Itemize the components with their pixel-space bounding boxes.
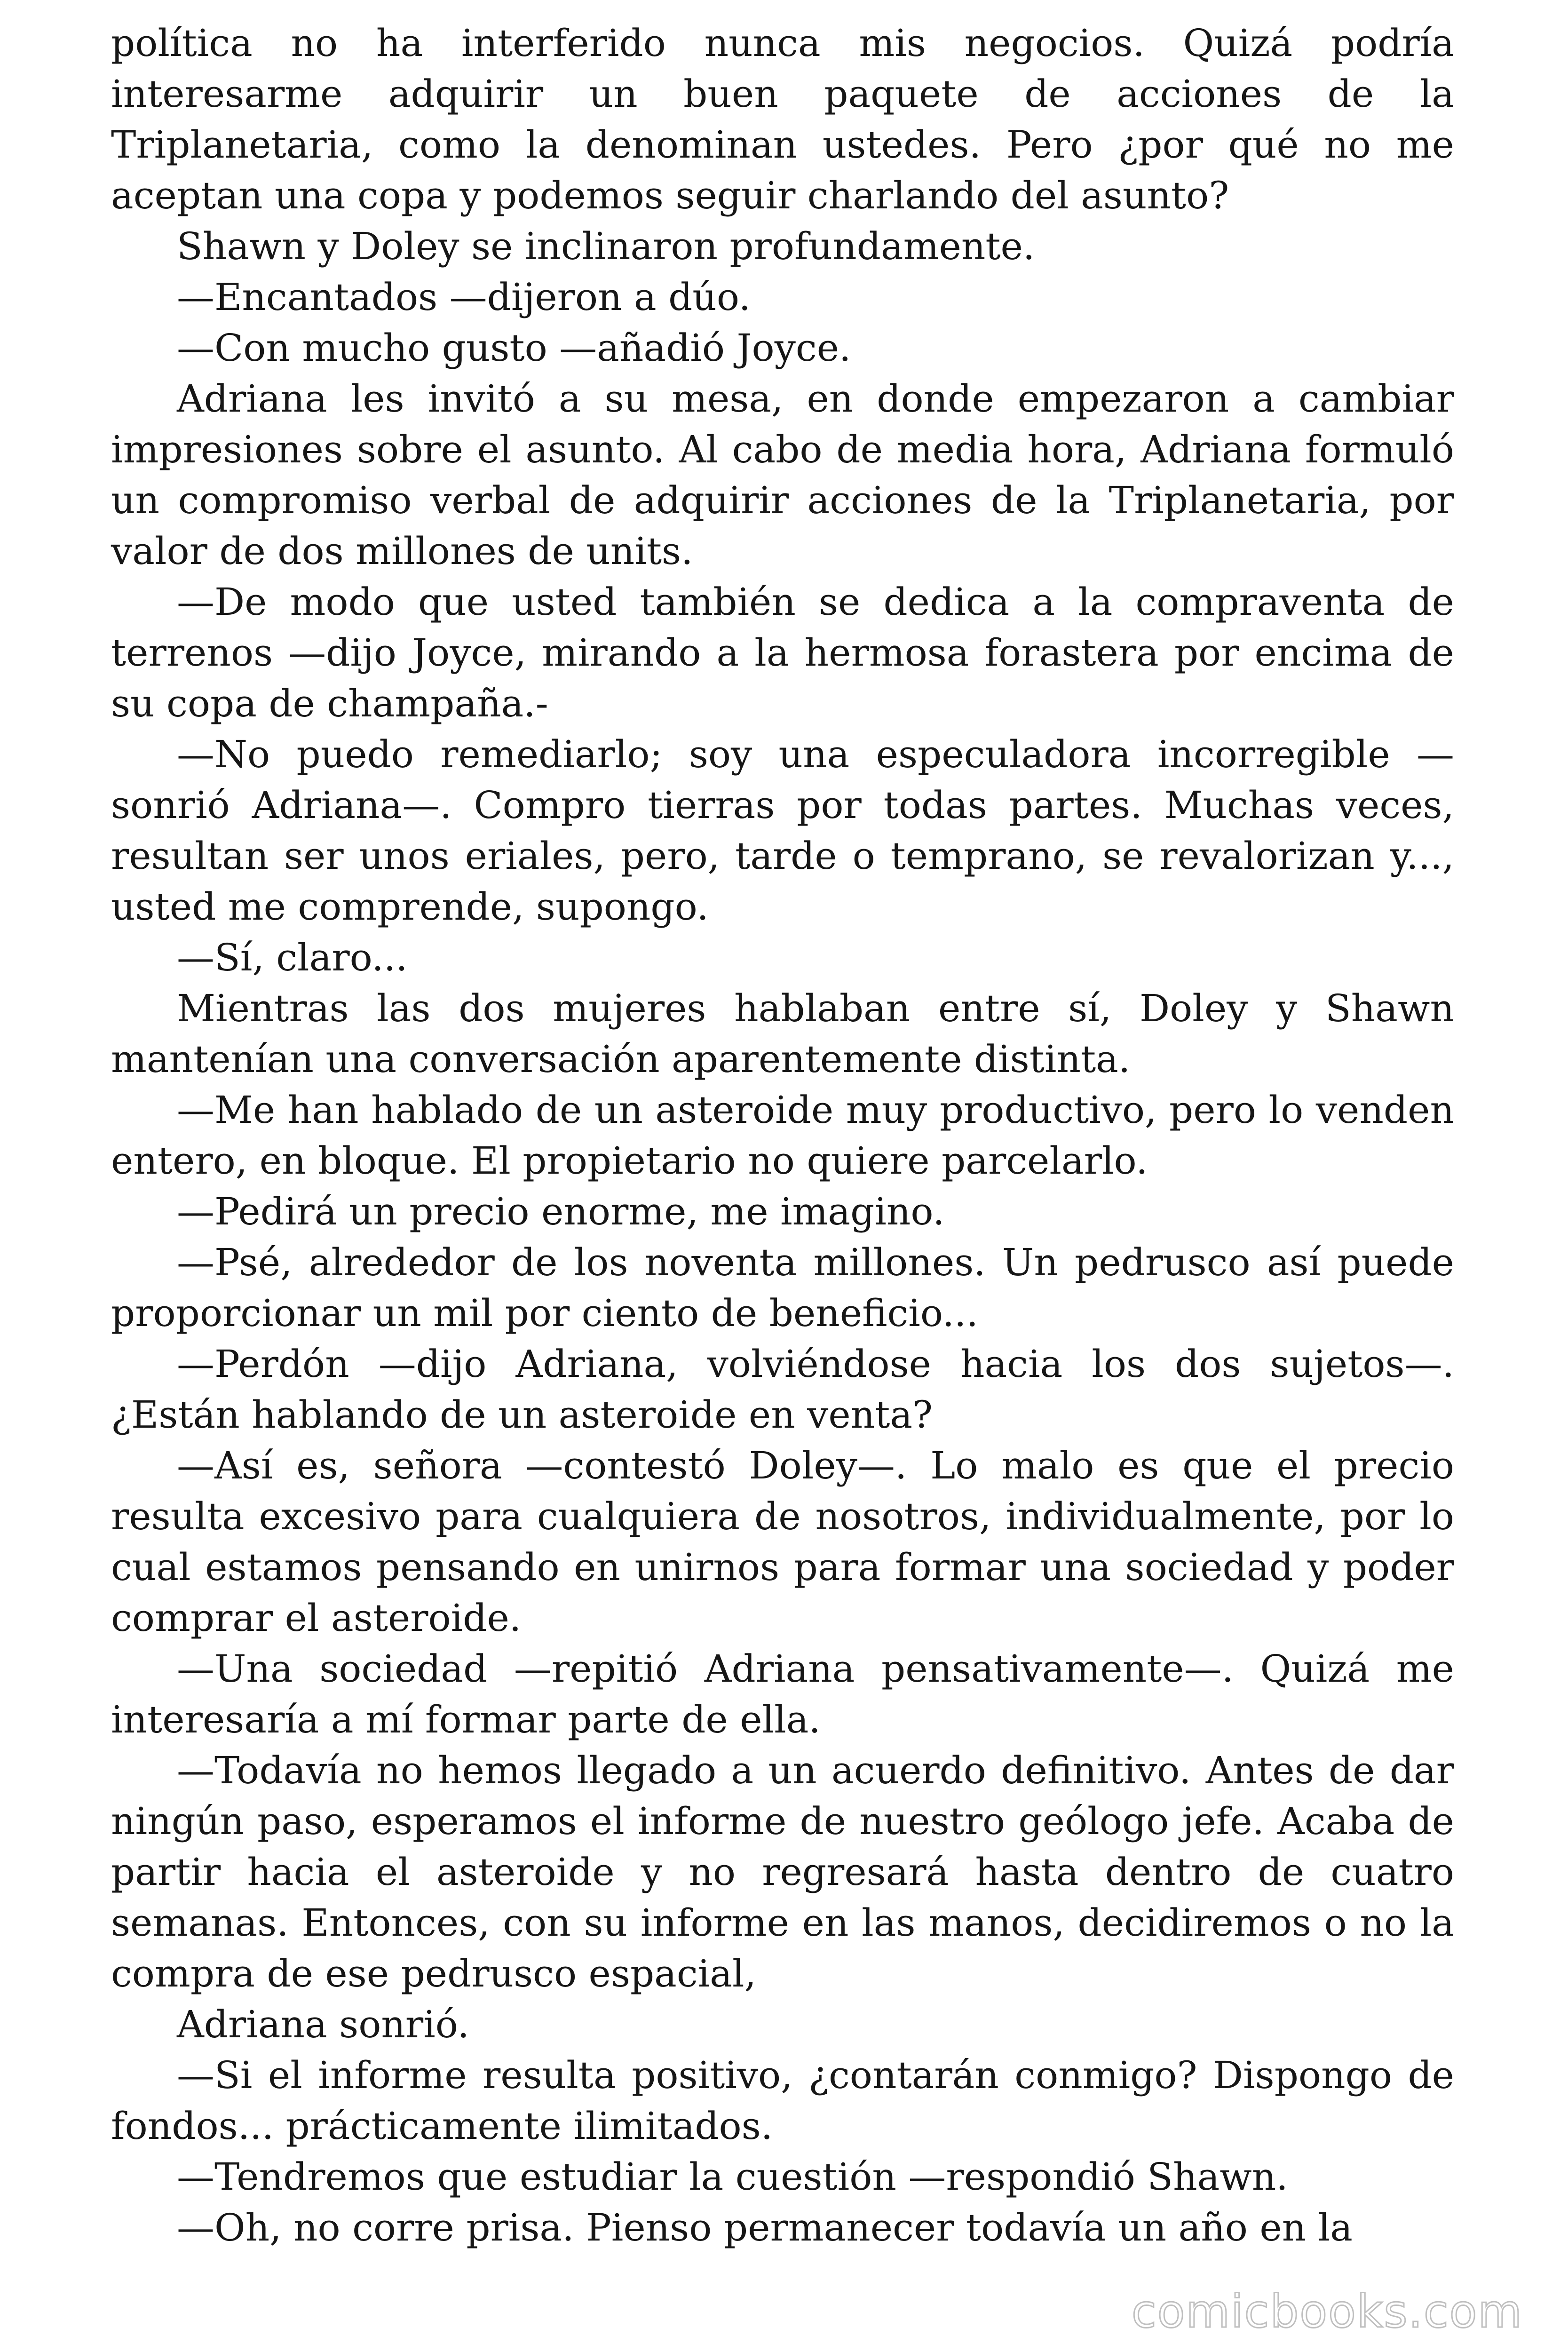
paragraph-p08: —Sí, claro... xyxy=(177,936,408,979)
paragraph-p10: —Me han hablado de un asteroide muy productivo, pero lo venden entero, en bloque. El propietario no quiere parcelarlo. xyxy=(111,1088,1454,1183)
paragraph-p18: —Si el informe resulta positivo, ¿contarán conmigo? Dispongo de fondos... prácticamente ilimitados. xyxy=(111,2053,1454,2148)
paragraph-p07: —No puedo remediarlo; soy una especuladora incorregible —sonrió Adriana—. Compro tierras por todas partes. Muchas veces, resultan ser unos eriales, pero, tarde o temprano, se revalorizan y..., usted me comprende, supongo. xyxy=(111,732,1454,929)
paragraph-p14: —Así es, señora —contestó Doley—. Lo malo es que el precio resulta excesivo para cualquiera de nosotros, individualmente, por lo cual estamos pensando en unirnos para formar una sociedad y poder comprar el asteroide. xyxy=(111,1444,1454,1640)
paragraph-p05: Adriana les invitó a su mesa, en donde empezaron a cambiar impresiones sobre el asunto. Al cabo de media hora, Adriana formuló un compromiso verbal de adquirir acciones de la Triplanetaria, por valor de dos millones de units. xyxy=(111,377,1454,573)
paragraph-p09: Mientras las dos mujeres hablaban entre sí, Doley y Shawn mantenían una conversación aparentemente distinta. xyxy=(111,986,1454,1081)
paragraph-p01: política no ha interferido nunca mis negocios. Quizá podría interesarme adquirir un buen paquete de acciones de la Triplanetaria, como la denominan ustedes. Pero ¿por qué no me aceptan una copa y podemos seguir charlando del asunto? xyxy=(111,21,1454,217)
paragraph-p20: —Oh, no corre prisa. Pienso permanecer todavía un año en la xyxy=(177,2206,1353,2249)
paragraph-p16: —Todavía no hemos llegado a un acuerdo definitivo. Antes de dar ningún paso, esperamos el informe de nuestro geólogo jefe. Acaba de partir hacia el asteroide y no regresará hasta dentro de cuatro semanas. Entonces, con su informe en las manos, decidiremos o no la compra de ese pedrusco espacial, xyxy=(111,1748,1454,1995)
paragraph-p02: Shawn y Doley se inclinaron profundamente. xyxy=(177,224,1035,268)
paragraph-p12: —Psé, alrededor de los noventa millones. Un pedrusco así puede proporcionar un mil por ciento de beneficio... xyxy=(111,1240,1454,1335)
body-text xyxy=(111,18,1454,2253)
paragraph-p13: —Perdón —dijo Adriana, volviéndose hacia los dos sujetos—. ¿Están hablando de un asteroide en venta? xyxy=(111,1342,1454,1437)
paragraph-p11: —Pedirá un precio enorme, me imagino. xyxy=(177,1190,945,1233)
paragraph-p06: —De modo que usted también se dedica a la compraventa de terrenos —dijo Joyce, mirando a la hermosa forastera por encima de su copa de champaña.- xyxy=(111,580,1454,725)
watermark-text: comicbooks.com xyxy=(1131,2285,1523,2338)
paragraph-p03: —Encantados —dijeron a dúo. xyxy=(177,275,751,319)
paragraph-p04: —Con mucho gusto —añadió Joyce. xyxy=(177,326,851,370)
paragraph-p15: —Una sociedad —repitió Adriana pensativamente—. Quizá me interesaría a mí formar parte de ella. xyxy=(111,1647,1454,1741)
paragraph-p17: Adriana sonrió. xyxy=(177,2002,469,2046)
paragraph-p19: —Tendremos que estudiar la cuestión —respondió Shawn. xyxy=(177,2155,1288,2199)
